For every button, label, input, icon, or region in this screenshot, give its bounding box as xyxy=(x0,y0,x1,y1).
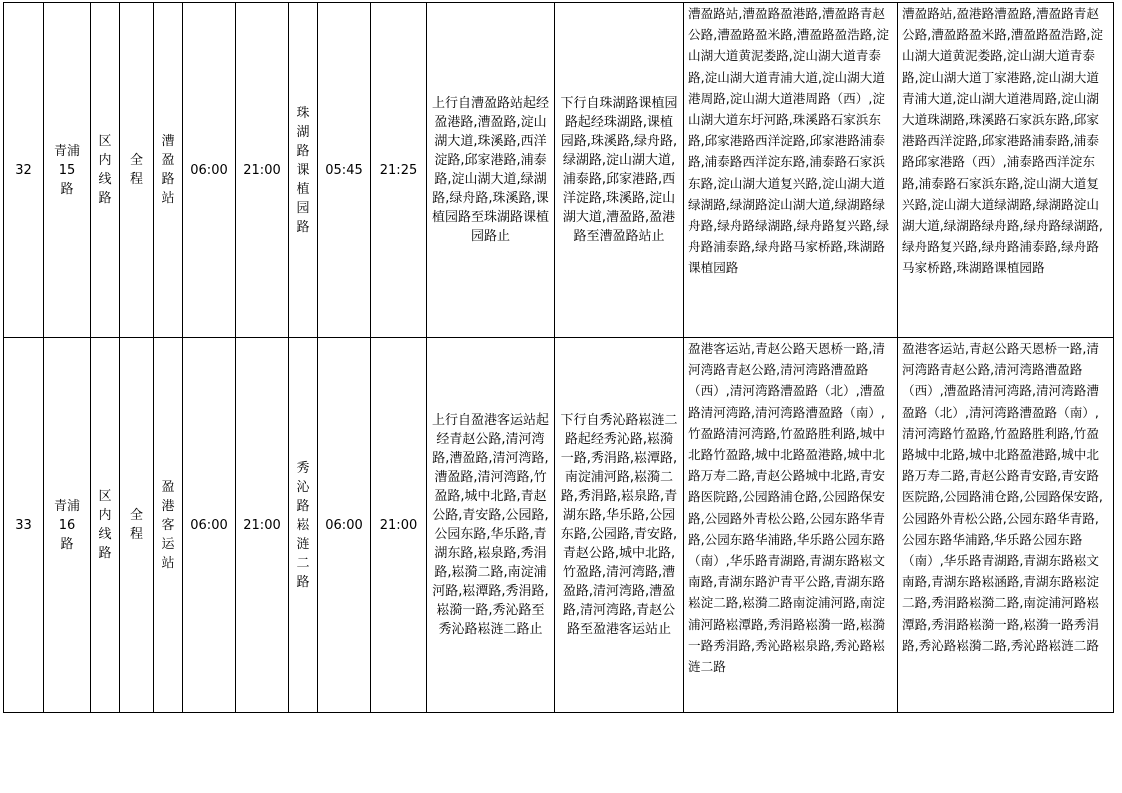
down-stops-list: 漕盈路站,盈港路漕盈路,漕盈路青赵公路,漕盈路盈米路,漕盈路盈浩路,淀山湖大道黄泥娄路,淀山湖大道青泰路,淀山湖大道丁家港路,淀山湖大道青浦大道,淀山湖大道港周路,淀山湖大道珠湖路,珠溪路石家浜东路,邱家港路西洋淀路,邱家港路浦泰路,浦泰路邱家港路（西）,浦泰路西洋淀东路,浦泰路石家浜东路,淀山湖大道复兴路,淀山湖大道绿湖路,绿湖路淀山湖大道,绿湖路绿舟路,绿舟路绿湖路,绿舟路复兴路,绿舟路浦泰路,绿舟路马家桥路,珠湖路课植园路 xyxy=(898,3,1114,338)
route-number: 33 xyxy=(4,338,44,713)
end-last-bus: 21:25 xyxy=(371,3,427,338)
end-station: 珠湖路课植园路 xyxy=(296,105,310,235)
start-station-cell xyxy=(154,338,183,713)
start-last-bus: 21:00 xyxy=(236,338,289,713)
end-station-cell xyxy=(289,3,318,338)
down-route-description: 下行自秀沁路崧涟二路起经秀沁路,崧漪一路,秀涓路,崧潭路,南淀浦河路,崧漪二路,秀涓路,崧泉路,青湖东路,华乐路,公园东路,公园路,青安路,青赵公路,城中北路,竹盈路,清河湾路,漕盈路,清河湾路,漕盈路,清河湾路,青赵公路至盈港客运站止 xyxy=(555,338,684,713)
line-type-cell xyxy=(91,3,120,338)
route-name: 青浦15路 xyxy=(54,143,81,197)
start-last-bus: 21:00 xyxy=(236,3,289,338)
end-first-bus: 05:45 xyxy=(318,3,371,338)
end-first-bus: 06:00 xyxy=(318,338,371,713)
up-stops-list: 盈港客运站,青赵公路天恩桥一路,清河湾路青赵公路,清河湾路漕盈路（西）,清河湾路漕盈路（北）,漕盈路清河湾路,清河湾路漕盈路（南）,竹盈路清河湾路,竹盈路胜利路,城中北路竹盈路,城中北路盈港路,城中北路万寿二路,青赵公路城中北路,青安路医院路,公园路浦仓路,公园路保安路,公园路外青松公路,公园东路华青路,公园东路华浦路,华乐路公园东路（南）,华乐路青湖路,青湖东路崧文南路,青湖东路沪青平公路,青湖东路崧淀二路,崧漪二路南淀浦河路,南淀浦河路崧潭路,秀涓路崧漪一路,崧漪一路秀涓路,秀沁路崧泉路,秀沁路崧涟二路 xyxy=(684,338,898,713)
end-station-cell xyxy=(289,338,318,713)
route-number: 32 xyxy=(4,3,44,338)
end-last-bus: 21:00 xyxy=(371,338,427,713)
start-station: 漕盈路站 xyxy=(161,134,175,206)
route-name: 青浦16路 xyxy=(54,498,81,552)
table-row xyxy=(4,338,1114,713)
down-route-description: 下行自珠湖路课植园路起经珠湖路,课植园路,珠溪路,绿舟路,绿湖路,淀山湖大道,浦泰路,邱家港路,西洋淀路,珠溪路,淀山湖大道,漕盈路,盈港路至漕盈路站止 xyxy=(555,3,684,338)
end-station: 秀沁路崧涟二路 xyxy=(296,460,310,590)
up-stops-list: 漕盈路站,漕盈路盈港路,漕盈路青赵公路,漕盈路盈米路,漕盈路盈浩路,淀山湖大道黄泥娄路,淀山湖大道青泰路,淀山湖大道青浦大道,淀山湖大道港周路,淀山湖大道港周路（西）,淀山湖大道东圩河路,珠溪路石家浜东路,邱家港路西洋淀路,邱家港路浦泰路,浦泰路西洋淀东路,浦泰路石家浜东路,淀山湖大道复兴路,淀山湖大道绿湖路,绿湖路淀山湖大道,绿湖路绿舟路,绿舟路绿湖路,绿舟路复兴路,绿舟路浦泰路,绿舟路马家桥路,珠湖路课植园路 xyxy=(684,3,898,338)
line-type-cell xyxy=(91,338,120,713)
down-stops-list: 盈港客运站,青赵公路天恩桥一路,清河湾路青赵公路,清河湾路漕盈路（西）,漕盈路清河湾路,清河湾路漕盈路（北）,清河湾路漕盈路（南）,清河湾路竹盈路,竹盈路胜利路,竹盈路城中北路,城中北路盈港路,城中北路万寿二路,青赵公路青安路,青安路医院路,公园路浦仓路,公园路保安路,公园路外青松公路,公园东路华青路,公园东路华浦路,华乐路公园东路（南）,华乐路青湖路,青湖东路崧文南路,青湖东路崧涵路,青湖东路崧淀二路,秀涓路崧漪二路,南淀浦河路崧潭路,秀涓路崧漪一路,崧漪一路秀涓路,秀沁路崧漪二路,秀沁路崧涟二路 xyxy=(898,338,1114,713)
route-name-cell xyxy=(44,3,91,338)
start-station: 盈港客运站 xyxy=(161,479,175,571)
start-station-cell xyxy=(154,3,183,338)
range-cell xyxy=(120,338,154,713)
line-type: 区内线路 xyxy=(98,489,112,561)
bus-route-table xyxy=(3,2,1114,713)
up-route-description: 上行自漕盈路站起经盈港路,漕盈路,淀山湖大道,珠溪路,西洋淀路,邱家港路,浦泰路,淀山湖大道,绿湖路,绿舟路,珠溪路,课植园路至珠湖路课植园路止 xyxy=(427,3,555,338)
route-range: 全程 xyxy=(129,153,143,187)
table-row xyxy=(4,3,1114,338)
route-range: 全程 xyxy=(129,508,143,542)
range-cell xyxy=(120,3,154,338)
route-name-cell xyxy=(44,338,91,713)
up-route-description: 上行自盈港客运站起经青赵公路,清河湾路,漕盈路,清河湾路,漕盈路,清河湾路,竹盈路,城中北路,青赵公路,青安路,公园路,公园东路,华乐路,青湖东路,崧泉路,秀涓路,崧漪二路,南淀浦河路,崧潭路,秀涓路,崧漪一路,秀沁路至秀沁路崧涟二路止 xyxy=(427,338,555,713)
start-first-bus: 06:00 xyxy=(183,338,236,713)
start-first-bus: 06:00 xyxy=(183,3,236,338)
line-type: 区内线路 xyxy=(98,134,112,206)
